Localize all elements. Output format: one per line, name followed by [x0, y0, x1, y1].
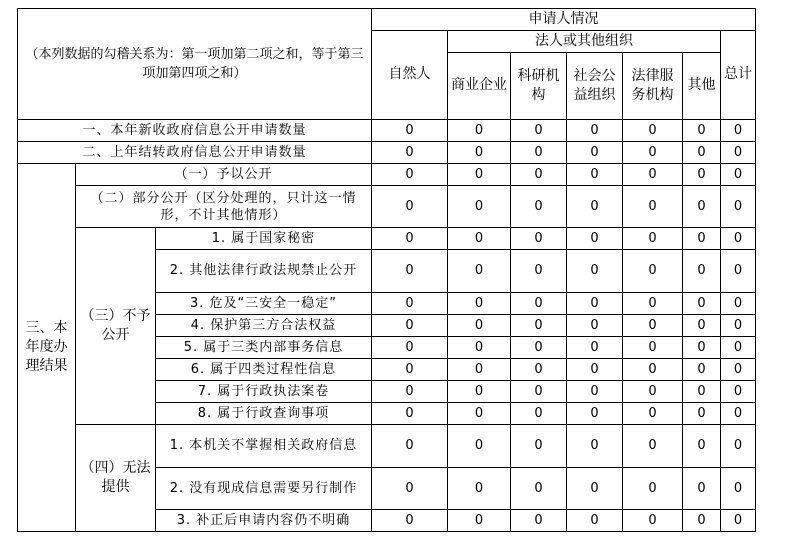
cell-value: 0: [448, 358, 511, 380]
cell-value: 0: [623, 314, 683, 336]
table-row: [18, 119, 756, 141]
cell-value: 0: [721, 425, 756, 467]
cell-value: 0: [567, 163, 623, 185]
cell-value: 0: [448, 314, 511, 336]
row-label: 8. 属于行政查询事项: [156, 403, 372, 425]
cell-value: 0: [567, 141, 623, 163]
cell-value: 0: [372, 141, 448, 163]
cell-value: 0: [448, 228, 511, 250]
cell-value: 0: [567, 119, 623, 141]
cell-value: 0: [567, 509, 623, 531]
cell-value: 0: [511, 228, 567, 250]
row-label: 7. 属于行政执法案卷: [156, 381, 372, 403]
cell-value: 0: [372, 228, 448, 250]
cell-value: 0: [623, 119, 683, 141]
row-label: 一、本年新收政府信息公开申请数量: [18, 119, 372, 141]
table-row: [18, 141, 756, 163]
cell-value: 0: [372, 186, 448, 228]
cell-value: 0: [372, 467, 448, 509]
cell-value: 0: [448, 381, 511, 403]
cell-value: 0: [567, 425, 623, 467]
cell-value: 0: [721, 250, 756, 292]
cell-value: 0: [721, 467, 756, 509]
cell-value: 0: [623, 509, 683, 531]
applicant-header: 申请人情况: [372, 9, 756, 31]
cell-value: 0: [372, 381, 448, 403]
row-label: 4. 保护第三方合法权益: [156, 314, 372, 336]
cell-value: 0: [721, 141, 756, 163]
cell-value: 0: [511, 381, 567, 403]
row-label: （一）予以公开: [76, 163, 372, 185]
row-label: 3. 补正后申请内容仍不明确: [156, 509, 372, 531]
cell-value: 0: [448, 467, 511, 509]
cell-value: 0: [567, 381, 623, 403]
cell-value: 0: [623, 381, 683, 403]
cell-value: 0: [567, 358, 623, 380]
cell-value: 0: [511, 141, 567, 163]
table-row: [18, 163, 756, 185]
cell-value: 0: [623, 403, 683, 425]
cell-value: 0: [372, 163, 448, 185]
cell-value: 0: [448, 163, 511, 185]
cell-value: 0: [511, 467, 567, 509]
cell-value: 0: [721, 292, 756, 314]
cell-value: 0: [448, 425, 511, 467]
cell-value: 0: [511, 425, 567, 467]
cell-value: 0: [511, 336, 567, 358]
cell-value: 0: [623, 163, 683, 185]
cell-value: 0: [372, 292, 448, 314]
not-open-label: （三）不予公开: [76, 228, 156, 425]
cell-value: 0: [372, 509, 448, 531]
cell-value: 0: [511, 292, 567, 314]
cell-value: 0: [372, 250, 448, 292]
cell-value: 0: [567, 186, 623, 228]
cell-value: 0: [683, 186, 721, 228]
cell-value: 0: [623, 186, 683, 228]
row-label: 1. 属于国家秘密: [156, 228, 372, 250]
cell-value: 0: [721, 381, 756, 403]
cell-value: 0: [683, 467, 721, 509]
table-row: [18, 425, 756, 467]
cell-value: 0: [721, 358, 756, 380]
cell-value: 0: [683, 292, 721, 314]
cell-value: 0: [448, 141, 511, 163]
cell-value: 0: [683, 119, 721, 141]
cell-value: 0: [683, 228, 721, 250]
row-label: 1. 本机关不掌握相关政府信息: [156, 425, 372, 467]
cell-value: 0: [511, 119, 567, 141]
cell-value: 0: [372, 314, 448, 336]
cell-value: 0: [683, 403, 721, 425]
row-label: 2. 没有现成信息需要另行制作: [156, 467, 372, 509]
cell-value: 0: [511, 314, 567, 336]
cell-value: 0: [683, 425, 721, 467]
row-label: （二）部分公开（区分处理的，只计这一情形，不计其他情形）: [76, 186, 372, 228]
legal-group-header: 法人或其他组织: [448, 31, 721, 53]
cell-value: 0: [372, 425, 448, 467]
cell-value: 0: [721, 119, 756, 141]
cannot-provide-label: （四）无法提供: [76, 425, 156, 532]
cell-value: 0: [623, 292, 683, 314]
table-row: [18, 228, 756, 250]
natural-person-header: 自然人: [372, 31, 448, 120]
legal-service-header: 法律服务机构: [623, 53, 683, 119]
other-header: 其他: [683, 53, 721, 119]
cell-value: 0: [683, 336, 721, 358]
table-note: （本列数据的勾稽关系为：第一项加第二项之和，等于第三项加第四项之和）: [18, 9, 372, 120]
cell-value: 0: [511, 509, 567, 531]
cell-value: 0: [567, 250, 623, 292]
cell-value: 0: [683, 250, 721, 292]
cell-value: 0: [721, 314, 756, 336]
commercial-header: 商业企业: [448, 53, 511, 119]
cell-value: 0: [567, 467, 623, 509]
cell-value: 0: [623, 250, 683, 292]
cell-value: 0: [683, 381, 721, 403]
cell-value: 0: [623, 141, 683, 163]
cell-value: 0: [372, 403, 448, 425]
cell-value: 0: [721, 186, 756, 228]
row-label: 3. 危及“三安全一稳定”: [156, 292, 372, 314]
cell-value: 0: [511, 358, 567, 380]
cell-value: 0: [567, 314, 623, 336]
cell-value: 0: [372, 336, 448, 358]
cell-value: 0: [623, 336, 683, 358]
total-header: 总计: [721, 31, 756, 120]
cell-value: 0: [721, 163, 756, 185]
cell-value: 0: [683, 509, 721, 531]
row-label: 2. 其他法律行政法规禁止公开: [156, 250, 372, 292]
cell-value: 0: [721, 336, 756, 358]
cell-value: 0: [511, 186, 567, 228]
cell-value: 0: [511, 250, 567, 292]
cell-value: 0: [683, 163, 721, 185]
cell-value: 0: [372, 119, 448, 141]
cell-value: 0: [448, 292, 511, 314]
row-label: 6. 属于四类过程性信息: [156, 358, 372, 380]
cell-value: 0: [623, 425, 683, 467]
cell-value: 0: [623, 228, 683, 250]
research-header: 科研机构: [511, 53, 567, 119]
cell-value: 0: [448, 250, 511, 292]
cell-value: 0: [567, 292, 623, 314]
cell-value: 0: [567, 228, 623, 250]
cell-value: 0: [623, 467, 683, 509]
cell-value: 0: [448, 509, 511, 531]
row-label: 5. 属于三类内部事务信息: [156, 336, 372, 358]
cell-value: 0: [721, 228, 756, 250]
cell-value: 0: [683, 314, 721, 336]
result-section-label: 三、本年度办理结果: [18, 163, 76, 531]
cell-value: 0: [623, 358, 683, 380]
cell-value: 0: [567, 403, 623, 425]
cell-value: 0: [721, 509, 756, 531]
table-row: [18, 186, 756, 228]
cell-value: 0: [567, 336, 623, 358]
row-label: 二、上年结转政府信息公开申请数量: [18, 141, 372, 163]
cell-value: 0: [721, 403, 756, 425]
cell-value: 0: [683, 141, 721, 163]
statistics-table: [17, 8, 756, 532]
cell-value: 0: [511, 403, 567, 425]
public-welfare-header: 社会公益组织: [567, 53, 623, 119]
cell-value: 0: [448, 186, 511, 228]
cell-value: 0: [372, 358, 448, 380]
cell-value: 0: [683, 358, 721, 380]
cell-value: 0: [448, 336, 511, 358]
cell-value: 0: [511, 163, 567, 185]
cell-value: 0: [448, 403, 511, 425]
cell-value: 0: [448, 119, 511, 141]
